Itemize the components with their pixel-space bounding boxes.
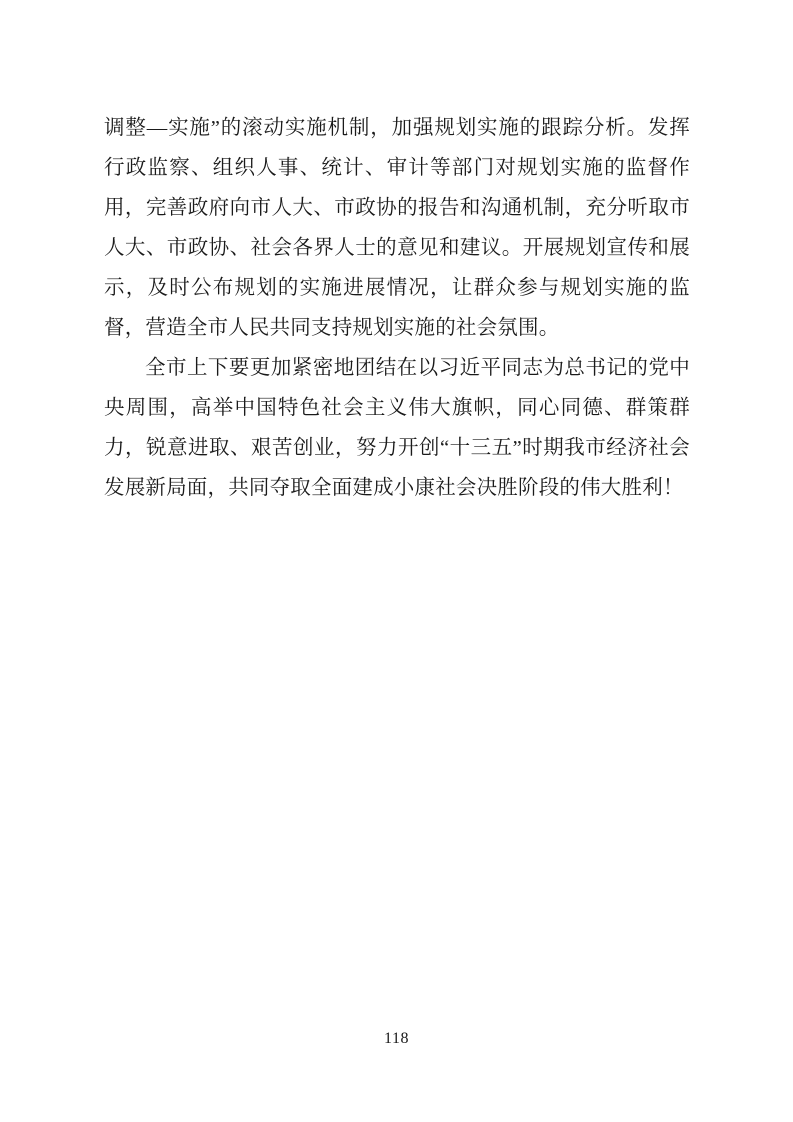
page-text-body: [104, 108, 690, 508]
paragraph-1: 调整—实施”的滚动实施机制，加强规划实施的跟踪分析。发挥行政监察、组织人事、统计、审计等部门对规划实施的监督作用，完善政府向市人大、市政协的报告和沟通机制，充分听取市人大、市政协、社会各界人士的意见和建议。开展规划宣传和展示，及时公布规划的实施进展情况，让群众参与规划实施的监督，营造全市人民共同支持规划实施的社会氛围。: [104, 117, 690, 339]
paragraph-2: 全市上下要更加紧密地团结在以习近平同志为总书记的党中央周围，高举中国特色社会主义伟大旗帜，同心同德、群策群力，锐意进取、艰苦创业，努力开创“十三五”时期我市经济社会发展新局面，共同夺取全面建成小康社会决胜阶段的伟大胜利！: [104, 357, 690, 499]
page-number: 118: [384, 1030, 409, 1047]
